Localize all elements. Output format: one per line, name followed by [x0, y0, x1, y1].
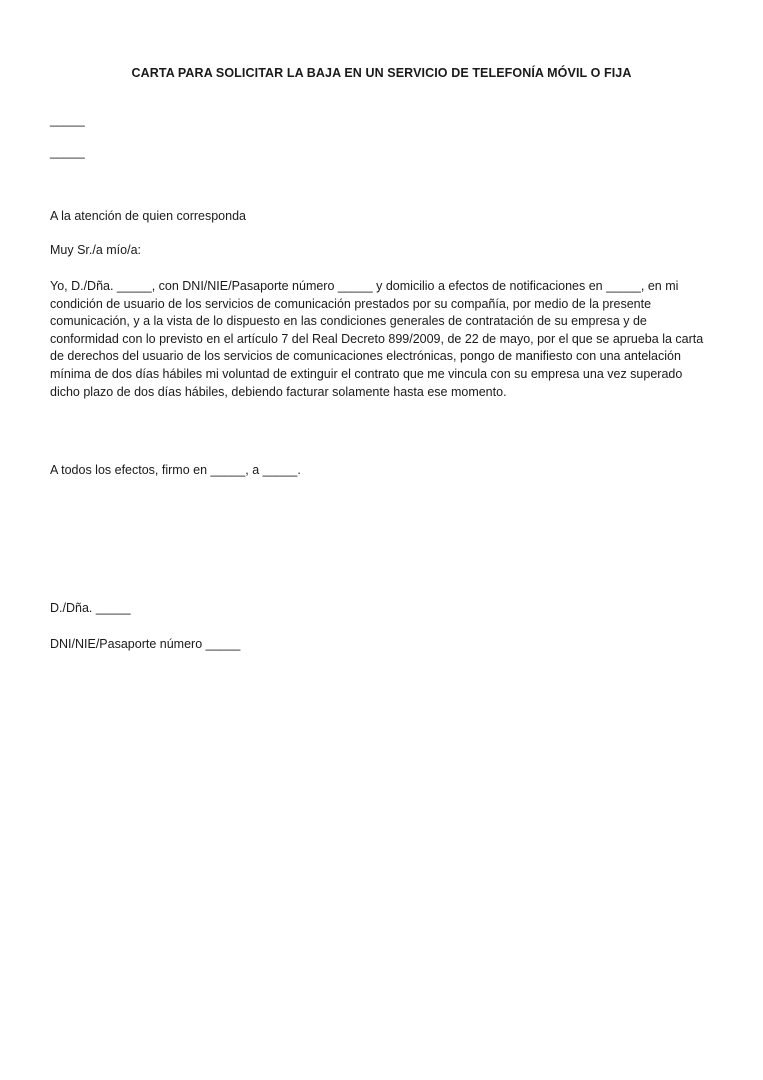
dni-line: DNI/NIE/Pasaporte número _____ [50, 637, 241, 651]
attention-line: A la atención de quien corresponda [50, 209, 246, 223]
greeting: Muy Sr./a mío/a: [50, 243, 142, 257]
body-paragraph: Yo, D./Dña. _____, con DNI/NIE/Pasaporte número _____ y domicilio a efectos de notificaciones en _____, en mi condición de usuario de los servicios de comunicación prestados por su compañía, por medio de la presente comunicación, y a la vista de lo dispuesto en las condiciones generales de contratación de su empresa y de conformidad con lo previsto en el artículo 7 del Real Decreto 899/2009, de 22 de mayo, por el que se aprueba la carta de derechos del usuario de los servicios de comunicaciones electrónicas, pongo de manifiesto con una antelación mínima de dos días hábiles mi voluntad de extinguir el contrato que me vincula con su empresa una vez superado dicho plazo de dos días hábiles, debiendo facturar solamente hasta ese momento. [50, 279, 704, 399]
sender-blank-1: _____ [50, 113, 85, 127]
sender-blank-2: _____ [50, 145, 85, 159]
signer-line: D./Dña. _____ [50, 601, 131, 615]
closing-line: A todos los efectos, firmo en _____, a _____. [50, 463, 301, 477]
document-title: CARTA PARA SOLICITAR LA BAJA EN UN SERVICIO DE TELEFONÍA MÓVIL O FIJA [131, 66, 632, 80]
